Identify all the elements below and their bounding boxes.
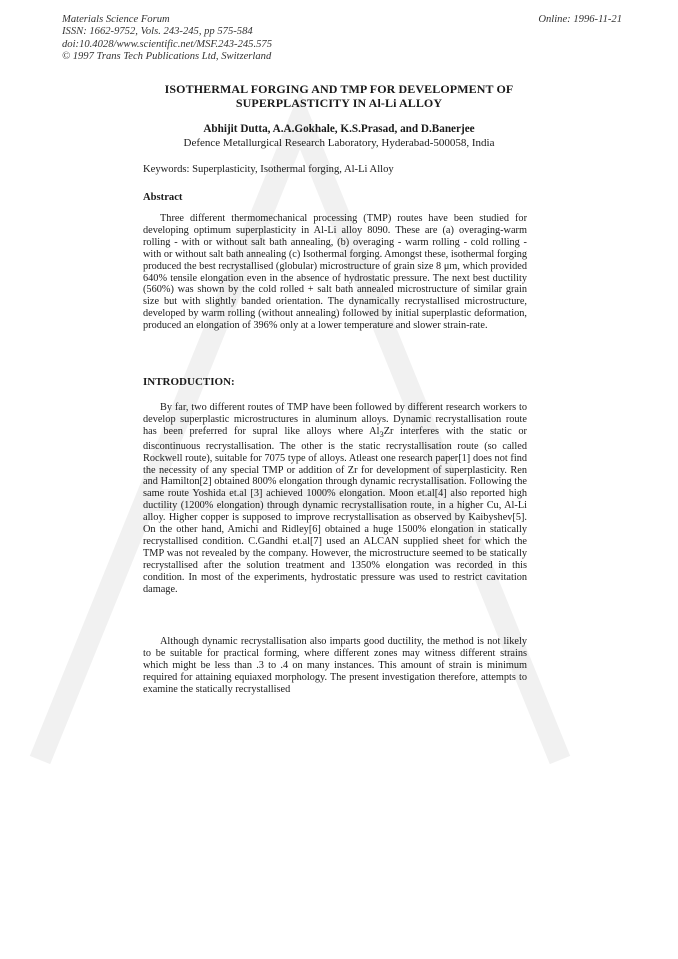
title-line-1: ISOTHERMAL FORGING AND TMP FOR DEVELOPMENT OF bbox=[164, 82, 514, 96]
intro-p2-text: Although dynamic recrystallisation also imparts good ductility, the method is not likely to be suitable for practical forming, where different zones may witness different strains which might be less than .3 to .4 on many instances. This amount of strain is minimum required for attaining equiaxed morphology. The present investigation therefore, attempts to examine the statically recrystallised bbox=[143, 636, 527, 695]
keywords: Keywords: Superplasticity, Isothermal forging, Al-Li Alloy bbox=[143, 164, 394, 175]
authors: Abhijit Dutta, A.A.Gokhale, K.S.Prasad, and D.Banerjee bbox=[203, 123, 475, 135]
doi-line: doi:10.4028/www.scientific.net/MSF.243-245.575 bbox=[62, 38, 272, 50]
title-line-2: SUPERPLASTICITY IN Al-Li ALLOY bbox=[235, 96, 443, 110]
intro-paragraph-1 bbox=[143, 402, 527, 596]
introduction-heading: INTRODUCTION: bbox=[143, 376, 235, 388]
copyright-line: © 1997 Trans Tech Publications Ltd, Switzerland bbox=[62, 51, 272, 63]
online-date: Online: 1996-11-21 bbox=[538, 14, 622, 25]
journal-name: Materials Science Forum bbox=[62, 14, 170, 25]
affiliation: Defence Metallurgical Research Laboratory, Hyderabad-500058, India bbox=[183, 137, 495, 149]
intro-p1-text bbox=[143, 402, 527, 596]
abstract-body bbox=[143, 213, 527, 332]
citation-block bbox=[62, 14, 272, 64]
issn-line: ISSN: 1662-9752, Vols. 243-245, pp 575-584 bbox=[62, 26, 253, 38]
intro-paragraph-2 bbox=[143, 636, 527, 696]
abstract-heading: Abstract bbox=[143, 192, 183, 203]
intro-p1-part-b: Zr interferes with the static or discontinuous recrystallisation. The other is the static recrystallisation route (so called Rockwell route), suitable for 7075 type of alloys. Atleast one research paper[1] does not find the necessity of any special TMP or addition of Zr for development of superplasticity. Ren and Hamilton[2] obtained 800% elongation through dynamic recrystallisation. Following the same route Yoshida et.al [3] achieved 1000% elongation. Moon et.al[4] also reported high ductility (1200% elongation) through dynamic recrystallisation route, in a higher Cu, Al-Li alloy. Higher copper is supposed to improve recrystallisation as observed by Kaibyshev[5]. On the other hand, Amichi and Ridley[6] obtained a huge 1500% elongation in statically recrystallised condition. C.Gandhi et.al[7] used an ALCAN supplied sheet for which the TMP was not revealed by the company. However, the microstructure seemed to be statically recrystallised after the solution treatment and 1350% elongation was recorded in this condition. In most of the experiments, hydrostatic pressure was used to restrict cavitation damage. bbox=[143, 425, 527, 595]
paper-title bbox=[0, 82, 678, 110]
subscript-3: 3 bbox=[379, 428, 384, 439]
abstract-text: Three different thermomechanical processing (TMP) routes have been studied for developing optimum superplasticity in Al-Li alloy 8090. These are (a) overaging-warm rolling - with or without salt bath annealing, (b) overaging - warm rolling - cold rolling - with or without salt bath annealing (c) Isothermal forging. Amongst these, isothermal forging produced the best recrystallised (globular) microstructure of grain size 8 μm, which provided 640% tensile elongation even in the absence of hydrostatic pressure. The next best ductility (560%) was shown by the cold rolled + salt bath annealed microstructure of similar grain size but with slightly banded orientation. The dynamically recrystallised microstructure, developed by warm rolling (without annealing) followed by initial superplastic deformation, produced an elongation of 396% only at a lower temperature and slower strain-rate. bbox=[143, 213, 527, 332]
intro-p1-part-a: By far, two different routes of TMP have been followed by different research workers to develop superplastic microstructures in aluminum alloys. Dynamic recrystallisation route has been preferred for supral like alloys where Al bbox=[143, 402, 527, 437]
